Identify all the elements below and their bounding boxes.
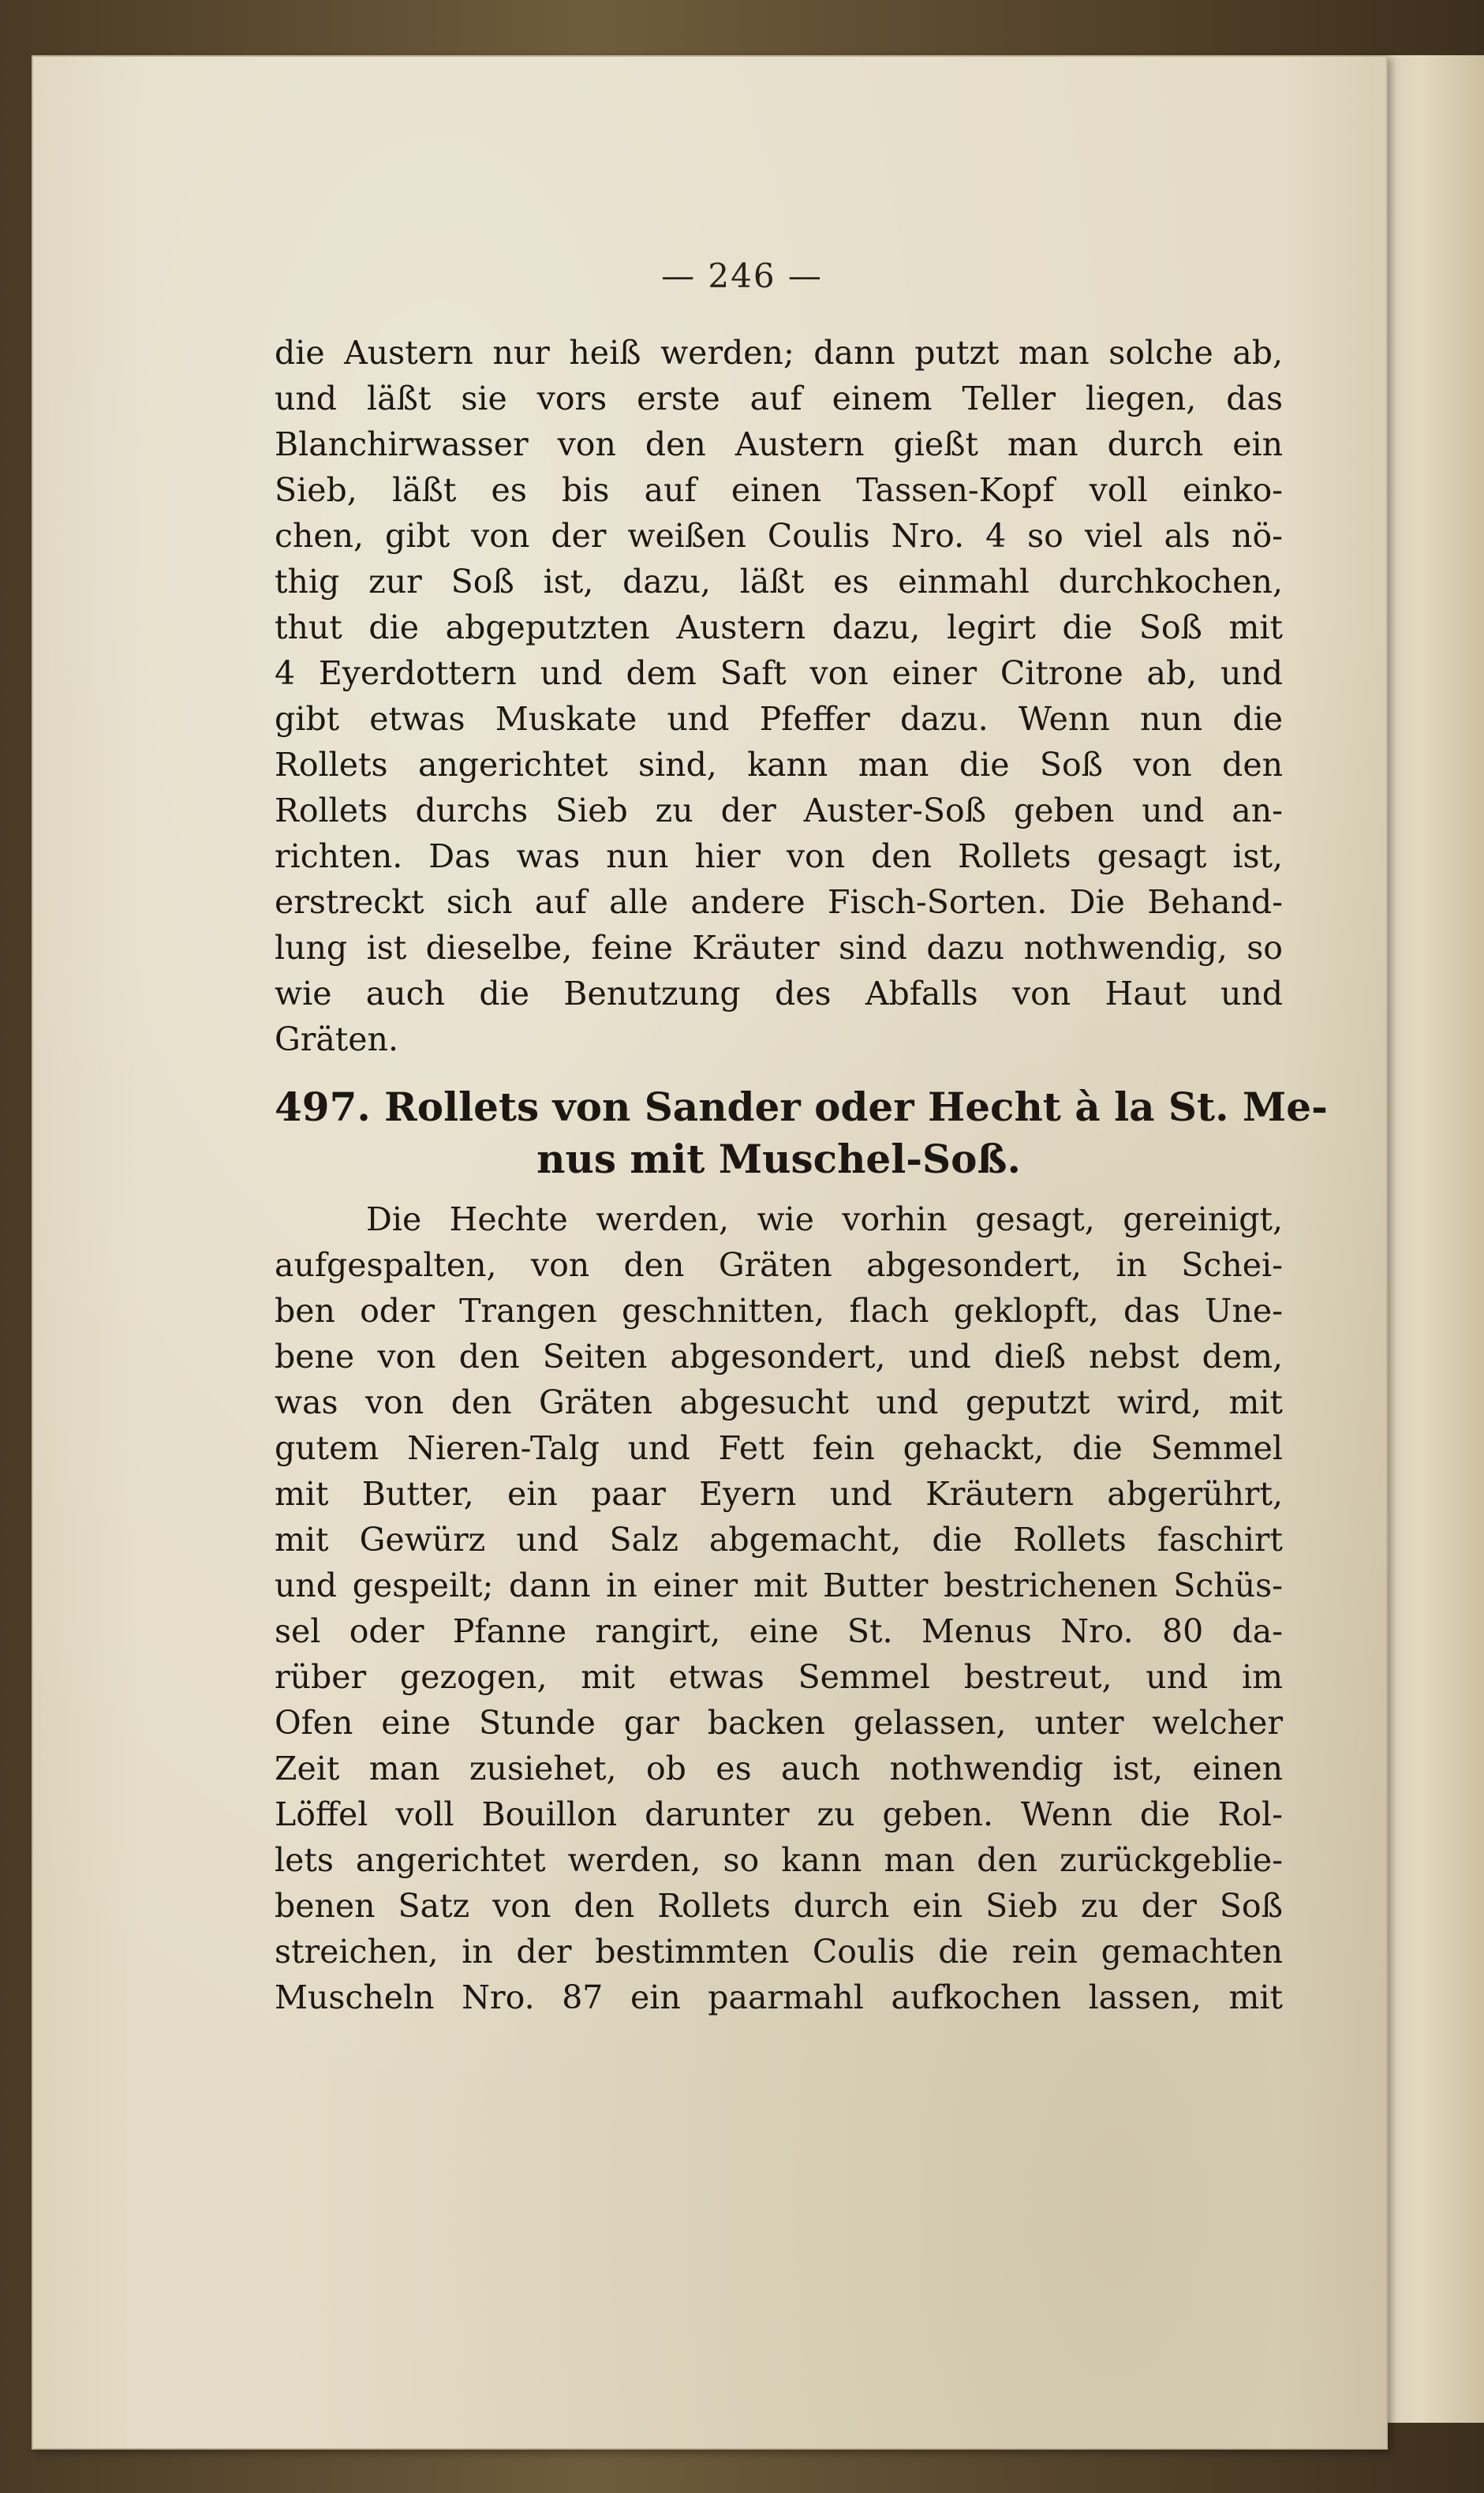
paragraph-2 bbox=[275, 1196, 1283, 2020]
text-line: benen Satz von den Rollets durch ein Sieb zu der Soß bbox=[275, 1887, 1283, 1925]
text-line: rüber gezogen, mit etwas Semmel bestreut, und im bbox=[275, 1658, 1283, 1696]
recipe-heading bbox=[275, 1081, 1328, 1185]
text-line: Ofen eine Stunde gar backen gelassen, unter welcher bbox=[275, 1704, 1283, 1742]
text-line: lets angerichtet werden, so kann man den zurückgeblie- bbox=[275, 1841, 1283, 1879]
text-line: Rollets durchs Sieb zu der Auster-Soß geben und an- bbox=[275, 792, 1283, 829]
text-line: thig zur Soß ist, dazu, läßt es einmahl durchkochen, bbox=[275, 563, 1283, 601]
text-line: Zeit man zusiehet, ob es auch nothwendig ist, einen bbox=[275, 1750, 1283, 1787]
text-line: Sieb, läßt es bis auf einen Tassen-Kopf voll einko- bbox=[275, 471, 1283, 509]
page-number: — 246 — bbox=[661, 256, 823, 295]
heading-line: nus mit Muschel-Soß. bbox=[536, 1136, 1021, 1182]
text-line: aufgespalten, von den Gräten abgesondert, in Schei- bbox=[275, 1246, 1283, 1284]
text-line: Löffel voll Bouillon darunter zu geben. Wenn die Rol- bbox=[275, 1795, 1283, 1833]
text-line: ben oder Trangen geschnitten, flach geklopft, das Une- bbox=[275, 1292, 1283, 1330]
text-line: mit Butter, ein paar Eyern und Kräutern abgerührt, bbox=[275, 1475, 1283, 1513]
text-line: gibt etwas Muskate und Pfeffer dazu. Wenn nun die bbox=[275, 700, 1283, 738]
heading-line: 497. Rollets von Sander oder Hecht à la St. Me- bbox=[275, 1084, 1328, 1130]
text-line: chen, gibt von der weißen Coulis Nro. 4 so viel als nö- bbox=[275, 517, 1283, 555]
text-line: die Austern nur heiß werden; dann putzt man solche ab, bbox=[275, 334, 1283, 372]
text-line: und läßt sie vors erste auf einem Teller liegen, das bbox=[275, 380, 1283, 417]
text-line: wie auch die Benutzung des Abfalls von Haut und bbox=[275, 975, 1283, 1013]
text-line: 4 Eyerdottern und dem Saft von einer Citrone ab, und bbox=[275, 654, 1283, 692]
adjacent-page-edge bbox=[1373, 55, 1484, 2423]
paragraph-1 bbox=[275, 330, 1283, 1062]
text-line: Blanchirwasser von den Austern gießt man durch ein bbox=[275, 425, 1283, 463]
text-line: erstreckt sich auf alle andere Fisch-Sorten. Die Behand- bbox=[275, 883, 1283, 921]
text-line: Die Hechte werden, wie vorhin gesagt, gereinigt, bbox=[366, 1200, 1283, 1238]
text-line: sel oder Pfanne rangirt, eine St. Menus Nro. 80 da- bbox=[275, 1612, 1283, 1650]
text-line: thut die abgeputzten Austern dazu, legirt die Soß mit bbox=[275, 608, 1283, 646]
text-line: und gespeilt; dann in einer mit Butter bestrichenen Schüs- bbox=[275, 1567, 1283, 1604]
text-line: lung ist dieselbe, feine Kräuter sind dazu nothwendig, so bbox=[275, 929, 1283, 967]
text-line: was von den Gräten abgesucht und geputzt wird, mit bbox=[275, 1383, 1283, 1421]
text-line: mit Gewürz und Salz abgemacht, die Rollets faschirt bbox=[275, 1521, 1283, 1559]
text-line: streichen, in der bestimmten Coulis die rein gemachten bbox=[275, 1933, 1283, 1971]
text-line: gutem Nieren-Talg und Fett fein gehackt, die Semmel bbox=[275, 1429, 1283, 1467]
text-line: richten. Das was nun hier von den Rollets gesagt ist, bbox=[275, 837, 1283, 875]
text-line: Muscheln Nro. 87 ein paarmahl aufkochen lassen, mit bbox=[275, 1978, 1283, 2016]
text-line: Gräten. bbox=[275, 1020, 398, 1058]
text-line: Rollets angerichtet sind, kann man die Soß von den bbox=[275, 746, 1283, 784]
text-line: bene von den Seiten abgesondert, und dieß nebst dem, bbox=[275, 1338, 1283, 1376]
